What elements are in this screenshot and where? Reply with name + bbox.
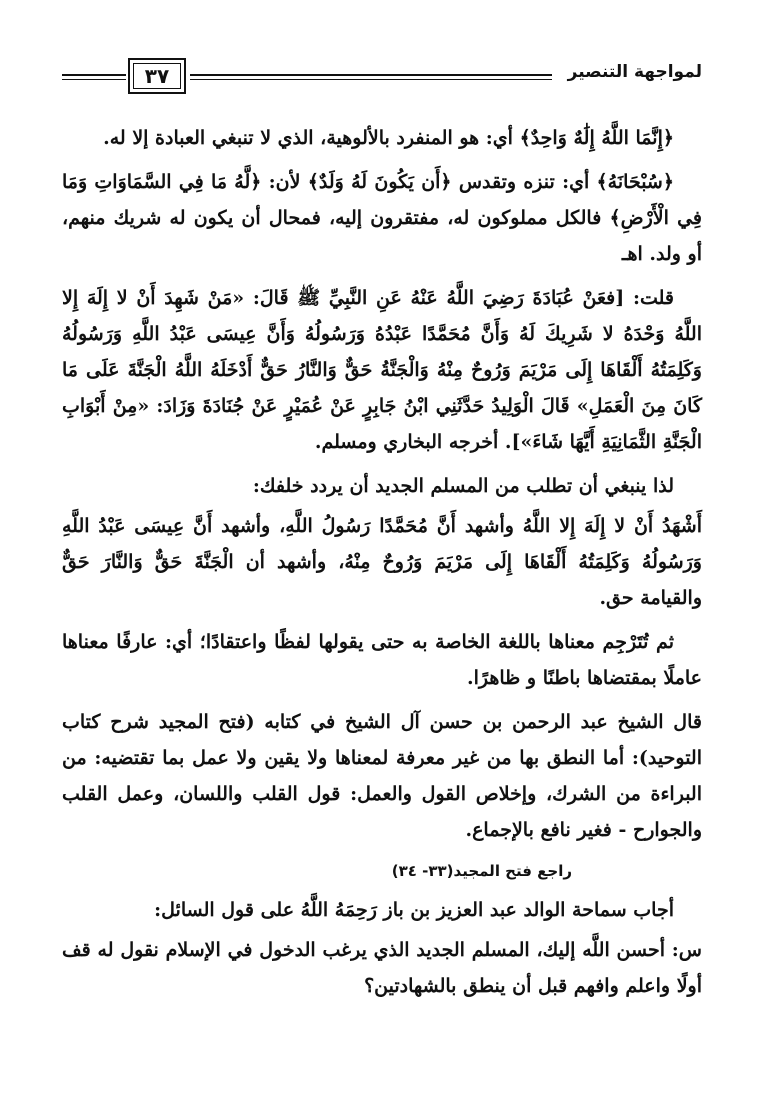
header-rule xyxy=(190,74,552,76)
header-rule xyxy=(62,79,126,80)
running-title: لمواجهة التنصير xyxy=(567,62,702,82)
header-rule xyxy=(62,74,126,76)
paragraph: قال الشيخ عبد الرحمن بن حسن آل الشيخ في كتابه (فتح المجيد شرح كتاب التوحيد): أما النطق بها من غير معرفة لمعناها ولا يقين ولا عمل بما تقتضيه: من البراءة من الشرك، وإخلاص القول والعمل: قول القلب واللسان، وعمل القلب والجوارح - فغير نافع بالإجماع. xyxy=(62,711,702,841)
paragraph: أجاب سماحة الوالد عبد العزيز بن باز رَحِمَهُ اللَّهُ على قول السائل: xyxy=(154,899,674,921)
paragraph: لذا ينبغي أن تطلب من المسلم الجديد أن يردد خلفك: xyxy=(252,475,674,497)
page-body xyxy=(62,120,702,1012)
paragraph: ثم تُتَرْجِم معناها باللغة الخاصة به حتى يقولها لفظًا واعتقادًا؛ أي: عارفًا معناها عاملًا بمقتضاها باطنًا و ظاهرًا. xyxy=(62,631,702,689)
reference-note: راجع فتح المجيد(٣٣- ٣٤) xyxy=(391,862,572,880)
page-number-box xyxy=(128,58,186,94)
paragraph: س: أحسن اللَّه إليك، المسلم الجديد الذي يرغب الدخول في الإسلام نقول له قف أولًا واعلم وافهم قبل أن ينطق بالشهادتين؟ xyxy=(62,939,702,997)
page-header xyxy=(62,52,702,100)
paragraph: قلت: [فعَنْ عُبَادَةَ رَضِيَ اللَّهُ عَنْهُ عَنِ النَّبِيِّ ﷺ قَالَ: «مَنْ شَهِدَ أَنْ لا إِلَهَ إِلا اللَّهُ وَحْدَهُ لا شَرِيكَ لَهُ وَأَنَّ مُحَمَّدًا عَبْدُهُ وَرَسُولُهُ وَأَنَّ عِيسَى عَبْدُ اللَّهِ وَرَسُولُهُ وَكَلِمَتُهُ أَلْقَاهَا إِلَى مَرْيَمَ وَرُوحٌ مِنْهُ وَالْجَنَّةُ حَقٌّ وَالنَّارُ حَقٌّ أَدْخَلَهُ اللَّهُ الْجَنَّةَ عَلَى مَا كَانَ مِنَ الْعَمَلِ» قَالَ الْوَلِيدُ حَدَّثَنِي ابْنُ جَابِرٍ عَنْ عُمَيْرٍ عَنْ جُنَادَةَ وَزَادَ: «مِنْ أَبْوَابِ الْجَنَّةِ الثَّمَانِيَةِ أَيَّهَا شَاءَ»]. أخرجه البخاري ومسلم. xyxy=(62,287,702,453)
paragraph: ﴿إِنَّمَا اللَّهُ إِلَٰهٌ وَاحِدٌ﴾ أي: هو المنفرد بالألوهية، الذي لا تنبغي العبادة إلا له. xyxy=(103,127,674,149)
paragraph: ﴿سُبْحَانَهُ﴾ أي: تنزه وتقدس ﴿أَن يَكُونَ لَهُ وَلَدٌ﴾ لأن: ﴿لَّهُ مَا فِي السَّمَاوَاتِ وَمَا فِي الْأَرْضِ﴾ فالكل مملوكون له، مفتقرون إليه، فمحال أن يكون له شريك منهم، أو ولد. اهـ xyxy=(62,171,702,265)
paragraph: أَشْهَدُ أَنْ لا إِلَهَ إِلا اللَّهُ وأشهد أَنَّ مُحَمَّدًا رَسُولُ اللَّهِ، وأشهد أَنَّ عِيسَى عَبْدُ اللَّهِ وَرَسُولُهُ وَكَلِمَتُهُ أَلْقَاهَا إِلَى مَرْيَمَ وَرُوحٌ مِنْهُ، وأشهد أن الْجَنَّةَ حَقٌّ وَالنَّارَ حَقٌّ والقيامة حق. xyxy=(62,515,702,609)
header-rule xyxy=(190,79,552,80)
page-number: ٣٧ xyxy=(144,64,170,88)
